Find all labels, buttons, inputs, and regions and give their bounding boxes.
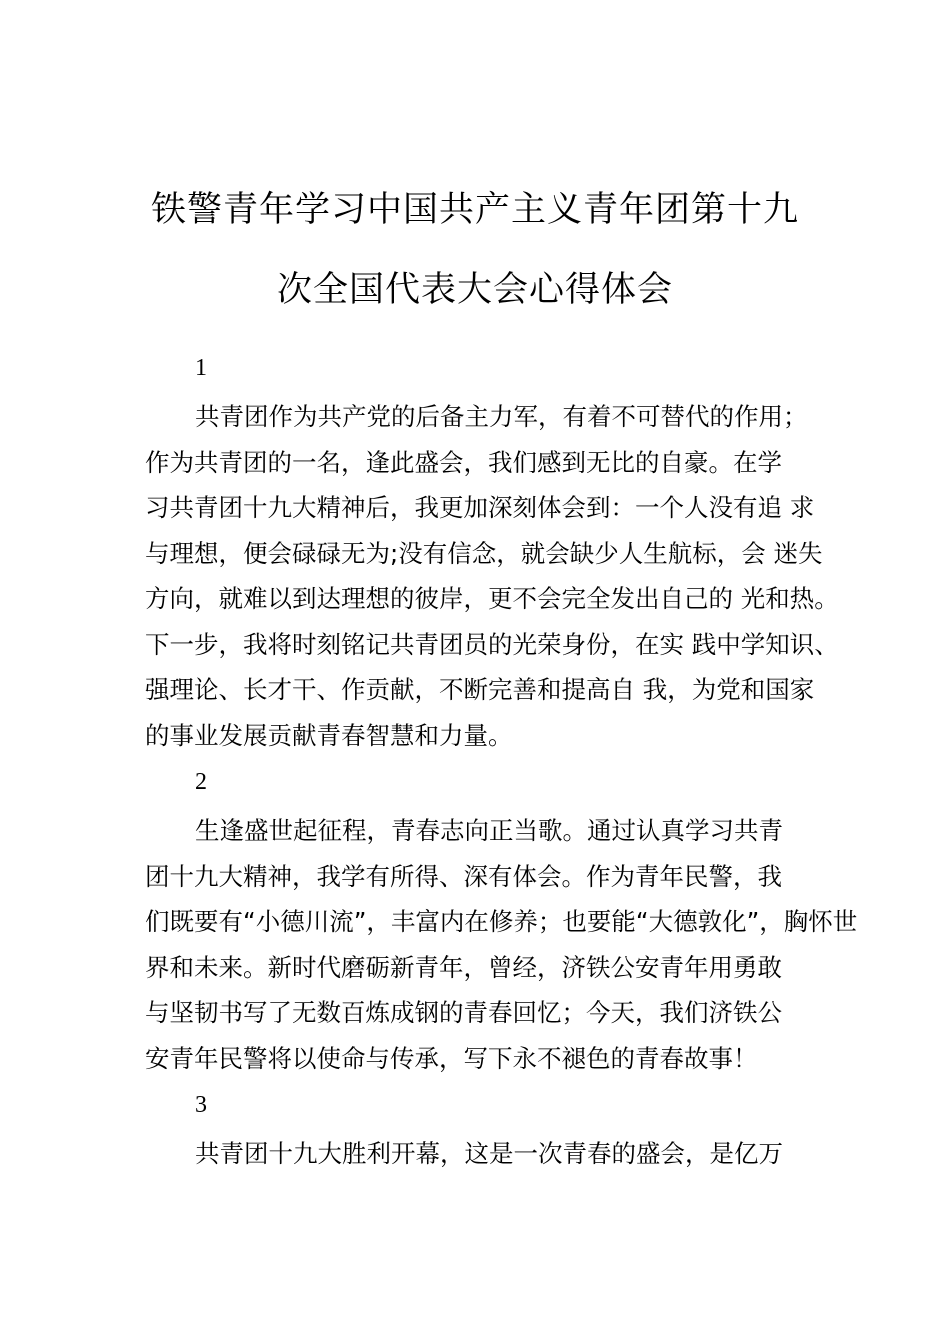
paragraph-line: 方向，就难以到达理想的彼岸，更不会完全发出自己的 光和热。: [145, 584, 839, 613]
title-line-2: 次全国代表大会心得体会: [276, 270, 673, 310]
section-number-3: 3: [195, 1092, 207, 1118]
paragraph-line: 与理想，便会碌碌无为;没有信念，就会缺少人生航标，会 迷失: [145, 538, 823, 568]
section-3-paragraph: [145, 1131, 845, 1177]
paragraph-line: 与坚韧书写了无数百炼成钢的青春回忆；今天，我们济铁公: [145, 998, 782, 1027]
paragraph-line: 们既要有“小德川流”，丰富内在修养；也要能“大德敦化”，胸怀世: [145, 907, 858, 936]
document-title: [0, 170, 950, 330]
section-number-2: 2: [195, 769, 207, 795]
title-line-1: 铁警青年学习中国共产主义青年团第十九: [150, 190, 799, 230]
paragraph-line: 习共青团十九大精神后，我更加深刻体会到：一个人没有追 求: [145, 493, 815, 522]
paragraph-line: 下一步，我将时刻铭记共青团员的光荣身份，在实 践中学知识、: [145, 629, 839, 659]
paragraph-line: 生逢盛世起征程，青春志向正当歌。通过认真学习共青: [195, 816, 783, 845]
paragraph-line: 强理论、长才干、作贡献，不断完善和提高自 我，为党和国家: [145, 675, 815, 704]
paragraph-line: 安青年民警将以使命与传承，写下永不褪色的青春故事！: [145, 1043, 758, 1073]
paragraph-line: 作为共青团的一名，逢此盛会，我们感到无比的自豪。在学: [145, 447, 782, 477]
paragraph-line: 的事业发展贡献青春智慧和力量。: [145, 720, 513, 750]
section-1-paragraph: [145, 394, 845, 758]
section-2-paragraph: [145, 808, 858, 1081]
paragraph-line: 共青团十九大胜利开幕，这是一次青春的盛会，是亿万: [195, 1139, 783, 1168]
document-body: [145, 350, 858, 1183]
section-number-1: 1: [195, 355, 207, 381]
paragraph-line: 界和未来。新时代磨砺新青年，曾经，济铁公安青年用勇敢: [145, 952, 782, 982]
paragraph-line: 共青团作为共产党的后备主力军，有着不可替代的作用；: [195, 402, 808, 431]
paragraph-line: 团十九大精神，我学有所得、深有体会。作为青年民警，我: [145, 861, 782, 891]
